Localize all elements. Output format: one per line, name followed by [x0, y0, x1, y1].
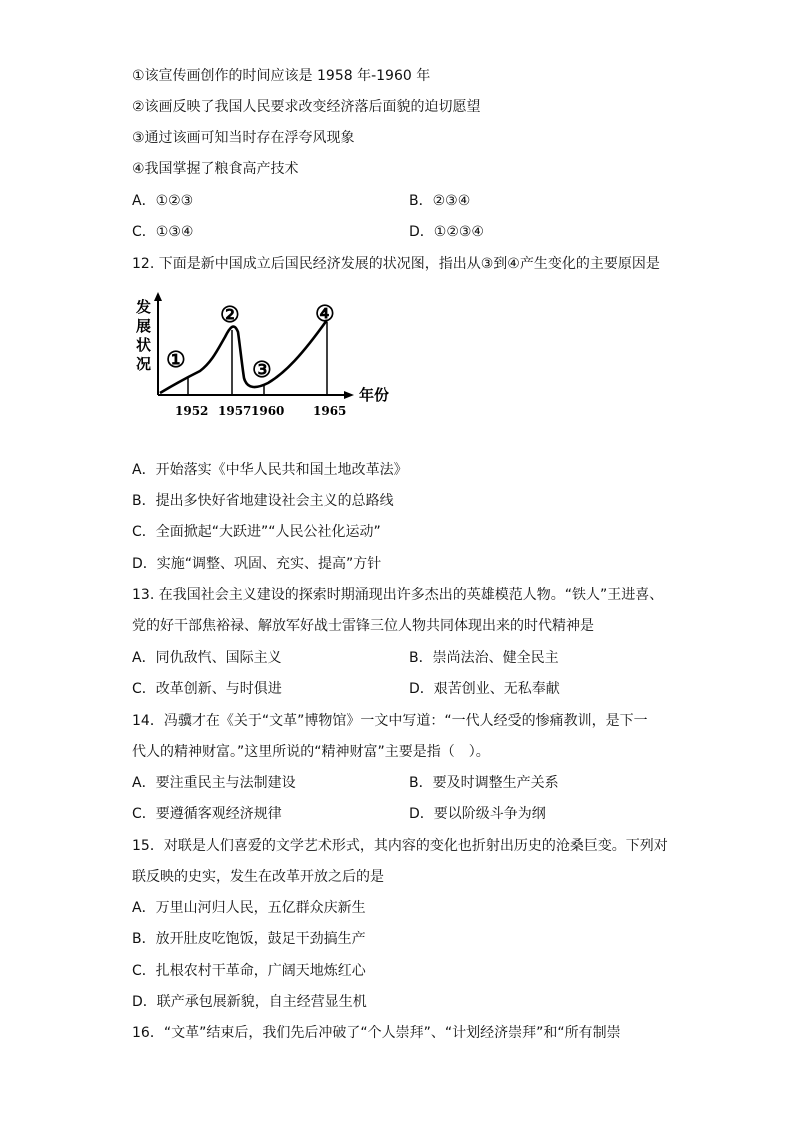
- q11-statement-1: ①该宣传画创作的时间应该是 1958 年-1960 年: [132, 68, 431, 84]
- q15-stem-line-1: 15．对联是人们喜爱的文学艺术形式，其内容的变化也折射出历史的沧桑巨变。下列对: [132, 838, 668, 854]
- q15-option-a[interactable]: A．万里山河归人民，五亿群众庆新生: [132, 900, 366, 916]
- q16-stem-line-1: 16．“文革”结束后，我们先后冲破了“个人崇拜”、“计划经济崇拜”和“所有制崇: [132, 1025, 621, 1041]
- chart-x-tick-1960: 1960: [251, 404, 285, 418]
- chart-point-3: ③: [252, 357, 272, 383]
- q11-statement-4: ④我国掌握了粮食高产技术: [132, 161, 299, 177]
- q14-stem-line-1: 14．冯骥才在《关于“文革”博物馆》一文中写道：“一代人经受的惨痛教训，是下一: [132, 713, 648, 729]
- chart-x-axis-label: 年份: [359, 386, 390, 404]
- chart-point-2: ②: [220, 302, 240, 328]
- q14-option-a[interactable]: A．要注重民主与法制建设: [132, 775, 296, 791]
- q12-option-b[interactable]: B．提出多快好省地建设社会主义的总路线: [132, 493, 394, 509]
- q11-option-b[interactable]: B．②③④: [409, 193, 471, 209]
- q15-option-b[interactable]: B．放开肚皮吃饱饭，鼓足干劲搞生产: [132, 931, 366, 947]
- chart-point-4: ④: [315, 301, 335, 327]
- chart-point-1: ①: [166, 347, 186, 373]
- q13-option-a[interactable]: A．同仇敌忾、国际主义: [132, 650, 282, 666]
- q15-option-d[interactable]: D．联产承包展新貌，自主经营显生机: [132, 994, 367, 1010]
- q12-option-a[interactable]: A．开始落实《中华人民共和国土地改革法》: [132, 462, 408, 478]
- chart-y-label-char: 发: [136, 298, 152, 316]
- q11-statement-2: ②该画反映了我国人民要求改变经济落后面貌的迫切愿望: [132, 99, 481, 115]
- chart-y-label-char: 况: [136, 355, 152, 373]
- q14-option-d[interactable]: D．要以阶级斗争为纲: [409, 806, 546, 822]
- chart-y-arrow: [154, 292, 162, 301]
- q12-option-c[interactable]: C．全面掀起“大跃进”“人民公社化运动”: [132, 524, 381, 540]
- q14-option-c[interactable]: C．要遵循客观经济规律: [132, 806, 282, 822]
- q14-stem-line-2: 代人的精神财富。”这里所说的“精神财富”主要是指（ ）。: [132, 744, 490, 760]
- chart-y-label-char: 状: [136, 336, 152, 354]
- chart-y-label-char: 展: [136, 317, 152, 335]
- q13-option-c[interactable]: C．改革创新、与时俱进: [132, 681, 282, 697]
- q15-stem-line-2: 联反映的史实，发生在改革开放之后的是: [132, 869, 384, 885]
- chart-x-tick-1957: 1957: [218, 404, 252, 418]
- q12-option-d[interactable]: D．实施“调整、巩固、充实、提高”方针: [132, 556, 382, 572]
- q11-option-a[interactable]: A．①②③: [132, 193, 194, 209]
- q13-option-d[interactable]: D．艰苦创业、无私奉献: [409, 681, 560, 697]
- q12-economic-chart: [130, 292, 400, 422]
- chart-x-tick-1965: 1965: [313, 404, 347, 418]
- q11-option-d[interactable]: D．①②③④: [409, 224, 484, 240]
- q15-option-c[interactable]: C．扎根农村干革命，广阔天地炼红心: [132, 963, 366, 979]
- q11-option-c[interactable]: C．①③④: [132, 224, 194, 240]
- q13-stem-line-1: 13. 在我国社会主义建设的探索时期涌现出许多杰出的英雄模范人物。“铁人”王进喜、: [132, 587, 664, 603]
- q11-statement-3: ③通过该画可知当时存在浮夸风现象: [132, 130, 355, 146]
- q13-option-b[interactable]: B．崇尚法治、健全民主: [409, 650, 559, 666]
- q14-option-b[interactable]: B．要及时调整生产关系: [409, 775, 559, 791]
- chart-x-arrow: [344, 391, 354, 399]
- q12-stem: 12. 下面是新中国成立后国民经济发展的状况图，指出从③到④产生变化的主要原因是: [132, 256, 660, 272]
- chart-y-label: [135, 298, 151, 373]
- q13-stem-line-2: 党的好干部焦裕禄、解放军好战士雷锋三位人物共同体现出来的时代精神是: [132, 618, 594, 634]
- chart-x-tick-1952: 1952: [175, 404, 209, 418]
